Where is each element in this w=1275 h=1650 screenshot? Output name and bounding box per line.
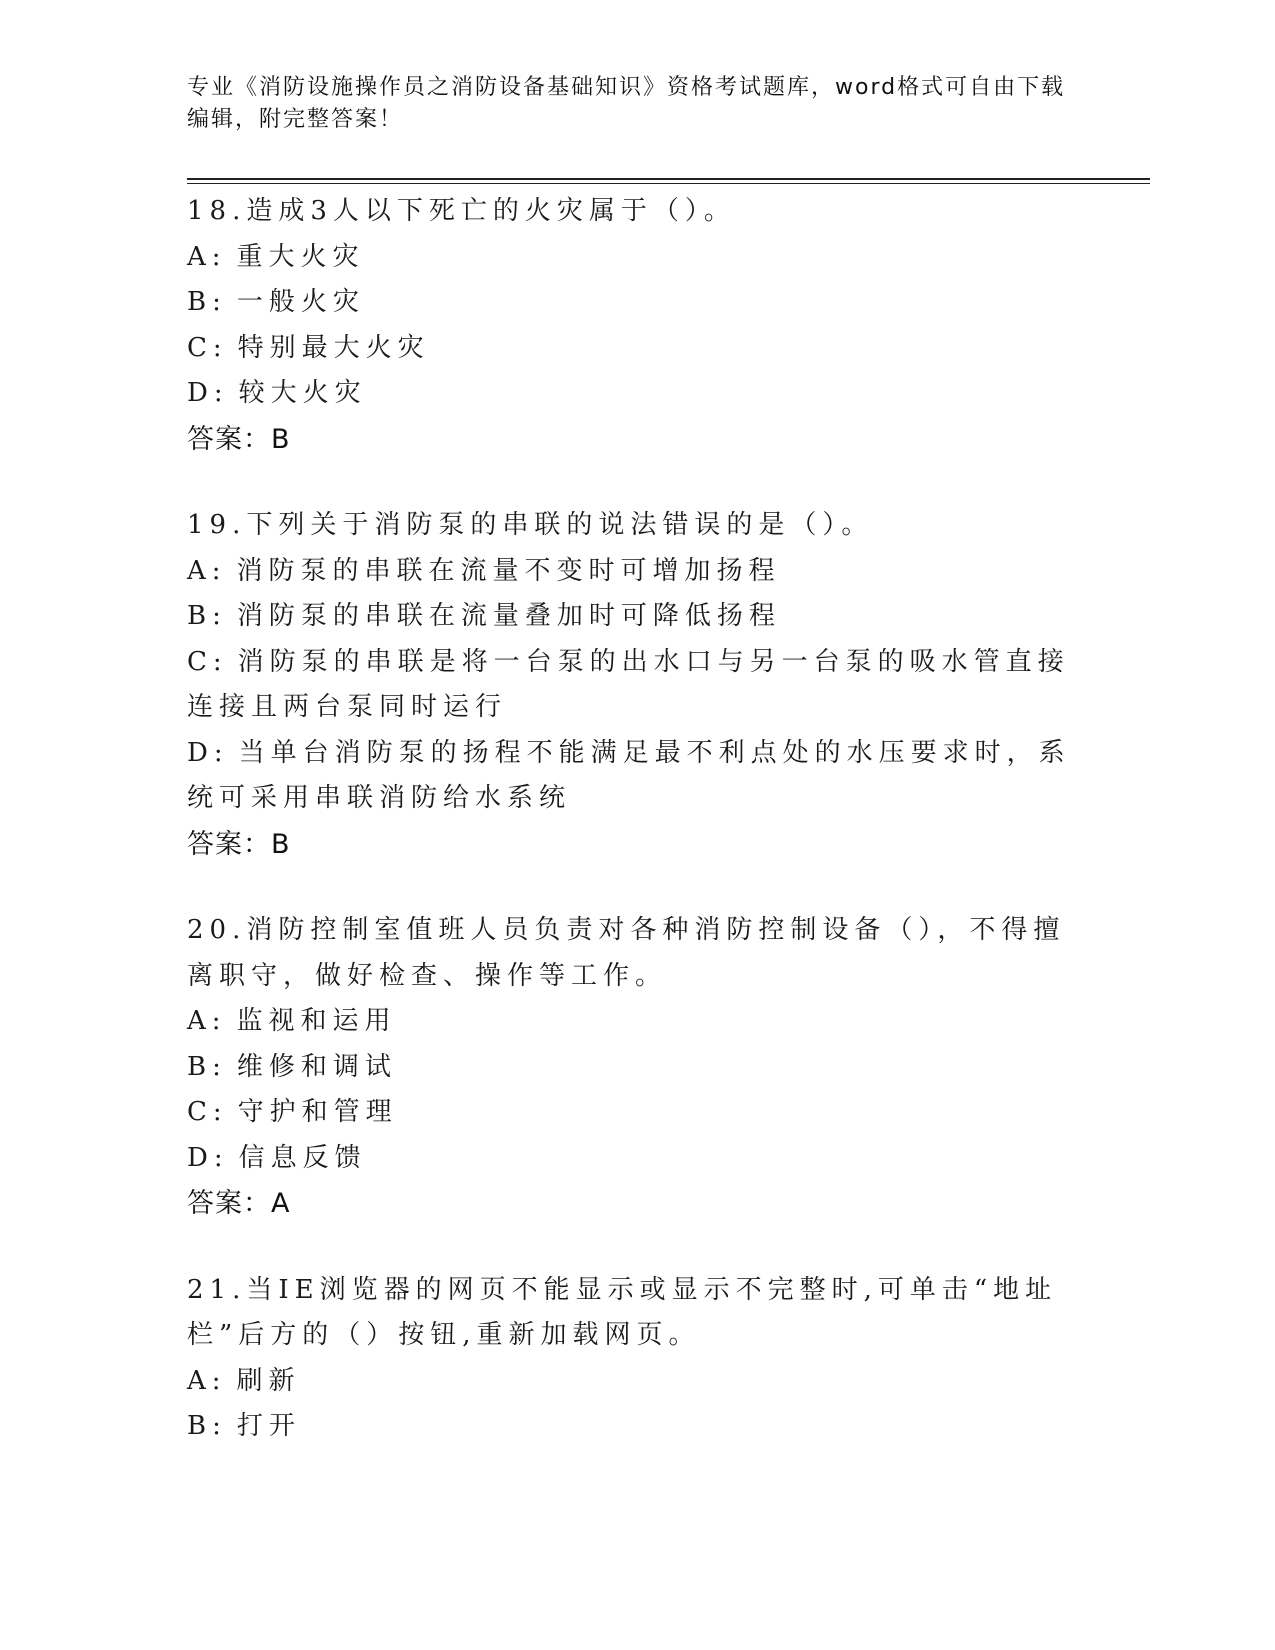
option-key: C:: [187, 646, 228, 677]
option-c: [187, 326, 1077, 372]
answer-line: 答案：B: [187, 828, 291, 860]
option-key: A:: [187, 241, 227, 272]
question-21: [187, 1268, 1077, 1450]
option-key: B:: [187, 601, 227, 631]
option-text: 特别最大火灾: [237, 332, 430, 363]
option-c: [187, 640, 1077, 731]
option-d: [187, 731, 1077, 822]
option-b: [187, 594, 1077, 640]
option-a: [187, 235, 1077, 281]
question-text: 18.造成3人以下死亡的火灾属于（）。: [187, 196, 736, 226]
answer-line: 答案：A: [187, 1188, 291, 1219]
header-rule-thin: [187, 183, 1150, 184]
option-key: A:: [187, 1365, 227, 1396]
option-text: 消防泵的串联在流量叠加时可降低扬程: [236, 601, 781, 631]
option-text: 较大火灾: [238, 378, 367, 408]
option-key: C:: [187, 1097, 228, 1127]
option-key: D:: [187, 1142, 229, 1173]
option-key: A:: [187, 1006, 227, 1036]
option-d: [187, 1136, 1077, 1182]
option-a: [187, 549, 1077, 595]
question-18: [187, 189, 1077, 462]
question-text: 21.当IE浏览器的网页不能显示或显示不完整时,可单击“地址栏”后方的（）按钮,重新加载网页。: [187, 1274, 1058, 1350]
question-text: 20.消防控制室值班人员负责对各种消防控制设备（），不得擅离职守，做好检查、操作等工作。: [187, 915, 1066, 991]
option-a: [187, 999, 1077, 1045]
option-key: D:: [187, 378, 229, 408]
option-text: 守护和管理: [237, 1097, 398, 1127]
option-text: 消防泵的串联在流量不变时可增加扬程: [236, 555, 781, 586]
option-a: [187, 1359, 1077, 1405]
option-b: [187, 1045, 1077, 1091]
option-key: B:: [187, 287, 227, 317]
question-20: [187, 908, 1077, 1227]
option-c: [187, 1090, 1077, 1136]
option-b: [187, 280, 1077, 326]
question-text: 19.下列关于消防泵的串联的说法错误的是（）。: [187, 510, 874, 540]
option-text: 监视和运用: [236, 1006, 397, 1036]
document-header: 专业《消防设施操作员之消防设备基础知识》资格考试题库，word格式可自由下载编辑，附完整答案！: [187, 75, 1066, 132]
option-d: [187, 371, 1077, 417]
option-key: C:: [187, 332, 228, 363]
option-key: D:: [187, 737, 229, 768]
option-b: [187, 1404, 1077, 1450]
option-text: 重大火灾: [236, 241, 365, 272]
option-text: 消防泵的串联是将一台泵的出水口与另一台泵的吸水管直接连接且两台泵同时运行: [187, 646, 1070, 722]
header-rule-thick: [187, 178, 1150, 180]
option-text: 信息反馈: [238, 1142, 367, 1173]
answer-line: 答案：B: [187, 423, 291, 455]
option-text: 当单台消防泵的扬程不能满足最不利点处的水压要求时，系统可采用串联消防给水系统: [187, 737, 1071, 813]
option-key: B:: [187, 1051, 227, 1082]
question-19: [187, 503, 1077, 867]
option-text: 维修和调试: [236, 1051, 397, 1082]
option-text: 刷新: [236, 1365, 301, 1396]
option-key: B:: [187, 1411, 227, 1441]
option-text: 一般火灾: [236, 287, 365, 317]
option-key: A:: [187, 555, 227, 586]
question-list: [187, 189, 1077, 1469]
option-text: 打开: [236, 1411, 301, 1441]
